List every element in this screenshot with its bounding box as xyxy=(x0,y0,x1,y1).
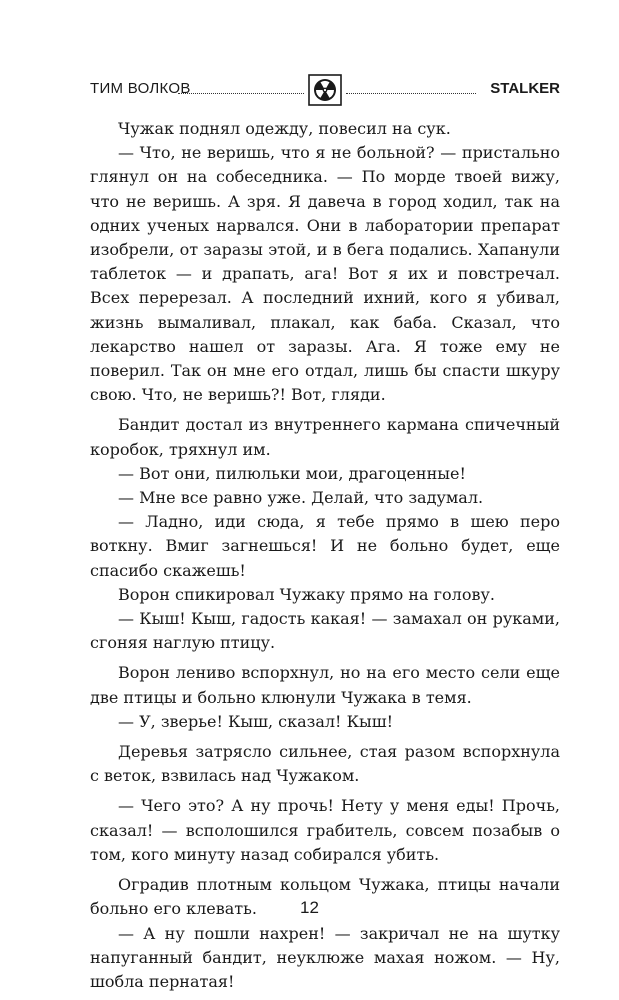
header-series: STALKER xyxy=(490,80,560,97)
paragraph: Оградив плотным кольцом Чужака, птицы начали больно его клевать. xyxy=(90,875,560,919)
paragraph: — Мне все равно уже. Делай, что задумал. xyxy=(118,488,484,508)
body-text xyxy=(90,117,560,994)
radiation-icon xyxy=(308,74,342,106)
paragraph: Деревья затрясло сильнее, стая разом вспорхнула с веток, взвилась над Чужаком. xyxy=(90,742,560,786)
header-rule-left xyxy=(178,93,304,94)
header-rule-right xyxy=(346,93,476,94)
paragraph: — Ладно, иди сюда, я тебе прямо в шею перо воткну. Вмиг загнешься! И не больно будет, еще спасибо скажешь! xyxy=(90,512,560,580)
paragraph: — Кыш! Кыш, гадость какая! — замахал он руками, сгоняя наглую птицу. xyxy=(90,609,560,653)
page-number: 12 xyxy=(300,898,319,917)
paragraph: Ворон лениво вспорхнул, но на его место сели еще две птицы и больно клюнули Чужака в темя. xyxy=(90,663,560,707)
running-header xyxy=(90,72,560,106)
paragraph: — Вот они, пилюльки мои, драгоценные! xyxy=(118,463,466,483)
paragraph: — Что, не веришь, что я не больной? — пристально глянул он на собеседника. — По морде твоей вижу, что не веришь. А зря. Я давеча в город ходил, так на одних ученых нарвался. Они в лаборатории препарат изобрели, от заразы этой, и в бега подались. Хапанули таблеток — и драпать, ага! Вот я их и повстречал. Всех перерезал. А последний ихний, кого я убивал, жизнь вымаливал, плакал, как баба. Сказал, что лекарство нашел от заразы. Ага. Я тоже ему не поверил. Так он мне его отдал, лишь бы спасти шкуру свою. Что, не веришь?! Вот, гляди. xyxy=(90,143,560,405)
paragraph: — А ну пошли нахрен! — закричал не на шутку напуганный бандит, неуклюже махая ножом. — Ну, шобла пернатая! xyxy=(90,923,560,991)
paragraph: Чужак поднял одежду, повесил на сук. xyxy=(118,119,451,138)
paragraph: Бандит достал из внутреннего кармана спичечный коробок, тряхнул им. xyxy=(90,415,560,459)
paragraph: Ворон спикировал Чужаку прямо на голову. xyxy=(118,584,495,604)
paragraph: — Чего это? А ну прочь! Нету у меня еды! Прочь, сказал! — всполошился грабитель, совсем позабыв о том, кого минуту назад собирался убить. xyxy=(90,796,560,864)
header-author: ТИМ ВОЛКОВ xyxy=(90,80,191,97)
paragraph: — У, зверье! Кыш, сказал! Кыш! xyxy=(118,711,393,731)
